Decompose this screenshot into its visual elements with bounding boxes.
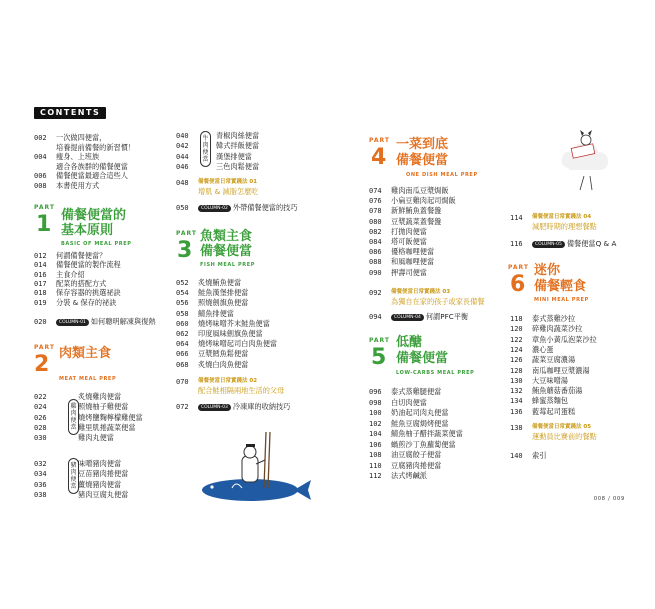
toc-entry-title: 三色肉鬆便當 xyxy=(216,161,260,171)
toc-entry-title: 泰式蒸雞沙拉 xyxy=(532,314,576,323)
toc-page-number: 092 xyxy=(369,289,382,297)
toc-page-number: 138 xyxy=(510,424,523,432)
toc-entry xyxy=(176,162,259,172)
tip-text-block xyxy=(198,377,284,395)
toc-entry-title: 漢堡排便當 xyxy=(216,151,252,161)
person-body xyxy=(242,456,258,482)
toc-page-number: 078 xyxy=(369,207,382,216)
column-entry xyxy=(176,203,298,213)
toc-entry xyxy=(369,196,456,206)
toc-entry xyxy=(176,319,270,329)
toc-entry-title: 鯖魚柚子醋拌蔬菜便當 xyxy=(391,429,463,438)
toc-page-number: 130 xyxy=(510,376,523,385)
toc-entry-title: 主食介紹 xyxy=(56,269,85,279)
toc-entry xyxy=(34,181,99,191)
toc-page-number: 072 xyxy=(176,403,189,411)
toc-page-number: 014 xyxy=(34,261,47,270)
toc-entry xyxy=(176,141,259,151)
toc-entry xyxy=(369,419,449,429)
toc-page-number: 120 xyxy=(510,325,523,334)
toc-entry xyxy=(510,376,568,386)
toc-entry xyxy=(176,131,259,141)
part4-title-line2: 備餐便當 xyxy=(396,153,449,168)
toc-entry xyxy=(510,324,582,334)
toc-entry-title: 章魚小黃瓜泡菜沙拉 xyxy=(532,334,597,344)
toc-page-number: 108 xyxy=(369,451,382,459)
chicken-tag: 雞肉便當 xyxy=(68,399,79,435)
part5-number: 5 xyxy=(371,345,387,370)
toc-page-number: 024 xyxy=(34,403,47,412)
part2-word: PART xyxy=(34,344,55,351)
tip-label: 備餐便當日常實踐法 05 xyxy=(532,424,592,430)
toc-page-number: 080 xyxy=(369,217,382,226)
toc-page-number: 112 xyxy=(369,472,382,480)
toc-page-number: 104 xyxy=(369,430,382,438)
toc-entry xyxy=(510,451,546,461)
part6-title-line2: 備餐輕食 xyxy=(534,279,587,294)
toc-page-number: 030 xyxy=(34,434,47,443)
toc-entry xyxy=(34,423,136,433)
toc-entry-title: 濃心蛋 xyxy=(532,344,554,354)
toc-entry xyxy=(369,398,427,408)
toc-entry xyxy=(34,469,128,479)
tip-title: 為獨自在家的孩子或家長備餐 xyxy=(391,297,485,306)
toc-entry xyxy=(176,152,252,162)
tip-label: 備餐便當日常實踐法 03 xyxy=(391,289,451,295)
toc-entry xyxy=(34,490,128,500)
part3-subtitle: FISH MEAL PREP xyxy=(200,262,255,268)
toc-page-number: 110 xyxy=(369,461,382,470)
toc-page-number: 036 xyxy=(34,480,47,489)
part1-word: PART xyxy=(34,204,55,211)
toc-entry-title: 索引 xyxy=(532,451,547,460)
tip-entry xyxy=(176,178,259,196)
toc-entry xyxy=(34,162,128,171)
page-numbers: 008 / 009 xyxy=(593,496,625,502)
pork-tag: 豬肉便當 xyxy=(68,458,79,494)
toc-page-number: 086 xyxy=(369,248,382,257)
toc-page-number: 066 xyxy=(176,350,189,359)
part6-number: 6 xyxy=(510,272,526,297)
part2-subtitle: MEAT MEAL PREP xyxy=(59,376,117,382)
toc-entry-title: 鯖魚排便當 xyxy=(198,308,234,318)
column-title: 外帶備餐便當的技巧 xyxy=(232,203,298,212)
toc-entry-title: 燒烤味噌起司白肉魚便當 xyxy=(198,339,278,349)
tip-text-block xyxy=(391,288,484,306)
part4-word: PART xyxy=(369,137,390,144)
toc-entry xyxy=(176,329,263,339)
column-title: 如何聰明解凍與復熱 xyxy=(90,317,156,326)
toc-entry-title: 雞里肌捲蔬菜便當 xyxy=(78,422,136,432)
toc-entry xyxy=(369,227,427,237)
toc-page-number: 132 xyxy=(510,387,523,396)
toc-entry-title: 豆苗豬肉捲便當 xyxy=(78,469,129,479)
toc-entry xyxy=(34,171,128,181)
part1-subtitle: BASIC OF MEAL PREP xyxy=(61,241,132,247)
character-illustration xyxy=(558,128,618,198)
toc-page-number: 124 xyxy=(510,345,523,354)
toc-entry xyxy=(34,143,135,152)
part3-title-line2: 備餐便當 xyxy=(200,244,253,259)
toc-page-number: 076 xyxy=(369,197,382,206)
character-leg-left xyxy=(580,176,584,190)
toc-page-number: 002 xyxy=(34,134,47,142)
tip-title: 減肥時期的理想餐點 xyxy=(532,222,597,231)
toc-entry-title: 青椒肉絲便當 xyxy=(216,131,260,140)
tip-entry xyxy=(369,288,484,306)
tip-title: 運動員比賽前的餐點 xyxy=(532,432,597,441)
toc-entry-title: 備餐便當最適合這些人 xyxy=(56,171,128,180)
column-title: 備餐便當Q & A xyxy=(566,239,617,248)
toc-entry-title: 押壽司便當 xyxy=(391,267,427,277)
toc-entry-title: 泰式蒸雞腿便當 xyxy=(391,387,442,396)
toc-page-number: 040 xyxy=(176,132,189,140)
toc-page-number: 022 xyxy=(34,393,47,401)
column-pill: COLUMN-05 xyxy=(532,241,565,248)
toc-entry-title: 炙燒鮪魚便當 xyxy=(198,278,242,287)
toc-entry-title: 鮭魚豆腐焗烤便當 xyxy=(391,418,449,428)
part5-title-line2: 備餐便當 xyxy=(396,351,449,366)
part2-number: 2 xyxy=(34,352,50,377)
tip-entry xyxy=(176,377,284,395)
toc-page-number: 070 xyxy=(176,378,189,386)
toc-page-number: 098 xyxy=(369,398,382,407)
part2-title: 肉類主食 xyxy=(59,346,112,361)
tip-entry xyxy=(510,213,597,231)
character-ear-left xyxy=(580,130,584,136)
toc-entry xyxy=(369,237,427,247)
toc-entry-title: 大豆味噌湯 xyxy=(532,375,568,385)
part4-title-line1: 一菜到底 xyxy=(396,137,449,152)
toc-page-number: 026 xyxy=(34,413,47,422)
toc-entry xyxy=(510,386,582,396)
toc-entry xyxy=(176,298,248,308)
toc-page-number: 046 xyxy=(176,162,189,171)
column-title: 冷凍庫的收納技巧 xyxy=(232,402,291,411)
column-pill: COLUMN-01 xyxy=(56,319,89,326)
toc-page-number: 062 xyxy=(176,330,189,338)
toc-entry xyxy=(369,247,434,257)
toc-entry xyxy=(369,471,427,481)
toc-entry xyxy=(34,392,121,402)
toc-entry-title: 燒烤味噌芥末鮭魚便當 xyxy=(198,318,270,328)
toc-entry-title: 印度風味劍旗魚便當 xyxy=(198,329,263,338)
toc-page-number: 054 xyxy=(176,289,189,298)
toc-entry xyxy=(34,298,117,308)
column-entry xyxy=(510,239,616,249)
toc-page-number: 116 xyxy=(510,240,523,248)
toc-page-number: 028 xyxy=(34,423,47,432)
toc-page-number: 064 xyxy=(176,340,189,349)
toc-page-number: 082 xyxy=(369,227,382,236)
toc-page-number: 050 xyxy=(176,204,189,212)
toc-entry xyxy=(176,360,248,370)
toc-entry xyxy=(176,349,248,359)
toc-entry-title: 南瓜咖哩豆漿濃湯 xyxy=(532,365,590,375)
toc-page-number: 034 xyxy=(34,470,47,479)
toc-page-number: 018 xyxy=(34,289,47,298)
toc-page-number: 118 xyxy=(510,315,523,323)
toc-page-number: 006 xyxy=(34,172,47,180)
toc-page-number: 056 xyxy=(176,299,189,308)
toc-entry-title: 豆漿蔬菜蓋餐盤 xyxy=(391,216,442,226)
toc-entry xyxy=(369,217,441,227)
part6-title-line1: 迷你 xyxy=(534,263,561,278)
toc-page-number: 017 xyxy=(34,279,47,288)
toc-entry xyxy=(510,345,554,355)
column-pill: COLUMN-02 xyxy=(198,205,231,212)
part4-number: 4 xyxy=(371,145,387,170)
character-head xyxy=(581,135,591,145)
beef-tag: 牛肉便當 xyxy=(200,131,211,167)
toc-entry-title: 何謂備餐便當？ xyxy=(56,251,107,260)
column-pill: COLUMN-04 xyxy=(391,314,424,321)
toc-entry-title: 照燒柚子雞便當 xyxy=(78,402,129,412)
toc-entry-title: 燒烤鹽麴檸檬雞便當 xyxy=(78,412,143,422)
toc-page-number: 048 xyxy=(176,179,189,187)
toc-page-number: 136 xyxy=(510,407,523,416)
toc-page-number: 042 xyxy=(176,142,189,151)
toc-entry-title: 配菜的搭配方式 xyxy=(56,278,107,288)
tip-title: 配合鮭相隔兩地生活的父母 xyxy=(198,386,285,395)
toc-entry xyxy=(510,314,575,324)
toc-entry-title: 炙燒雞肉便當 xyxy=(78,392,122,401)
toc-entry-title: 培養提前備餐的新習慣！ xyxy=(56,142,136,152)
toc-page-number: 090 xyxy=(369,268,382,277)
toc-entry xyxy=(369,186,449,196)
toc-entry xyxy=(510,355,575,365)
toc-entry-title: 碎雞肉蔬菜沙拉 xyxy=(532,324,583,334)
toc-entry xyxy=(510,396,568,406)
toc-entry xyxy=(176,309,234,319)
toc-page-number: 020 xyxy=(34,318,47,326)
column-entry xyxy=(176,402,290,412)
toc-page-number: 060 xyxy=(176,319,189,328)
toc-entry-title: 豬肉豆腐丸便當 xyxy=(78,489,129,499)
toc-entry-title: 雞肉丸便當 xyxy=(78,433,114,443)
part4-subtitle: ONE DISH MEAL PREP xyxy=(406,172,478,178)
toc-entry-title: 本書使用方式 xyxy=(56,180,100,190)
toc-entry xyxy=(369,450,441,460)
tip-text-block xyxy=(198,178,259,196)
toc-page-number: 074 xyxy=(369,187,382,195)
toc-entry xyxy=(176,278,241,288)
toc-page-number: 114 xyxy=(510,214,523,222)
toc-entry-title: 油豆腐餃子便當 xyxy=(391,450,442,459)
toc-entry-title: 分裝 & 保存的祕訣 xyxy=(56,297,117,307)
toc-entry-title: 鮪魚蘑菇番茄湯 xyxy=(532,386,583,396)
toc-page-number: 019 xyxy=(34,298,47,307)
toc-entry xyxy=(369,387,441,397)
fish-tail xyxy=(294,480,311,500)
part3-number: 3 xyxy=(177,238,193,263)
toc-entry-title: 奶油起司肉丸便當 xyxy=(391,408,449,417)
tip-text-block xyxy=(532,423,597,441)
toc-entry xyxy=(34,402,128,412)
part3-title-line1: 魚類主食 xyxy=(200,229,253,244)
toc-entry-title: 雞肉南瓜豆漿焗飯 xyxy=(391,186,449,195)
toc-entry xyxy=(34,133,106,143)
toc-page-number: 094 xyxy=(369,313,382,321)
part5-word: PART xyxy=(369,337,390,344)
toc-entry-title: 薑燒豬肉便當 xyxy=(78,479,122,489)
toc-entry-title: 藍莓起司蛋糕 xyxy=(532,406,576,416)
toc-entry-title: 蔬菜豆腐濃湯 xyxy=(532,355,576,365)
toc-entry-title: 瘦身、上班族 xyxy=(56,152,100,161)
toc-entry-title: 打拋肉便當 xyxy=(391,226,427,236)
column-pill: COLUMN-03 xyxy=(198,404,231,411)
toc-page-number: 128 xyxy=(510,366,523,375)
toc-page-number: 106 xyxy=(369,440,382,449)
toc-entry-title: 法式烤鹹派 xyxy=(391,471,427,480)
contents-badge: CONTENTS xyxy=(34,107,106,119)
toc-entry xyxy=(369,440,456,450)
toc-entry xyxy=(510,366,590,376)
toc-entry-title: 新鮮鮪魚蓋餐盤 xyxy=(391,206,442,216)
toc-page-number: 102 xyxy=(369,419,382,428)
toc-entry xyxy=(510,407,575,417)
toc-entry-title: 豆漿鱈魚鬆便當 xyxy=(198,349,249,359)
toc-entry xyxy=(369,461,441,471)
toc-page-number: 004 xyxy=(34,153,47,161)
toc-entry-title: 豆腐豬肉捲便當 xyxy=(391,460,442,470)
toc-page-number: 052 xyxy=(176,279,189,287)
column-entry xyxy=(369,312,468,322)
part1-title-line1: 備餐便當的 xyxy=(61,208,127,223)
chopstick-2 xyxy=(268,432,270,488)
person-hair xyxy=(246,444,255,447)
toc-page-number: 084 xyxy=(369,238,382,246)
part3-word: PART xyxy=(176,230,197,237)
toc-entry-title: 保存容器的挑選祕訣 xyxy=(56,288,121,298)
part5-title-line1: 低醣 xyxy=(396,335,423,350)
toc-page-number: 096 xyxy=(369,388,382,396)
toc-entry-title: 韓式拌飯便當 xyxy=(216,141,260,151)
toc-page-number: 140 xyxy=(510,452,523,460)
tip-label: 備餐便當日常實踐法 02 xyxy=(198,378,258,384)
part6-word: PART xyxy=(508,264,529,271)
toc-entry xyxy=(34,459,121,469)
column-title: 何謂PFC平衡 xyxy=(425,312,469,321)
toc-entry-title: 塔可飯便當 xyxy=(391,237,427,246)
toc-page-number: 058 xyxy=(176,309,189,318)
toc-entry xyxy=(369,206,441,216)
toc-entry-title: 照燒劍旗魚便當 xyxy=(198,298,249,308)
toc-entry-title: 一次做四便當， xyxy=(56,133,107,142)
toc-entry xyxy=(369,268,427,278)
tip-entry xyxy=(510,423,597,441)
toc-entry-title: 味噌豬肉便當 xyxy=(78,459,122,468)
toc-entry xyxy=(176,288,248,298)
toc-page-number: 012 xyxy=(34,252,47,260)
fish-eye xyxy=(210,485,213,488)
toc-page-number: 008 xyxy=(34,181,47,190)
character-ear-right xyxy=(588,130,592,136)
toc-page-number: 038 xyxy=(34,490,47,499)
toc-entry xyxy=(34,152,99,162)
tip-text-block xyxy=(532,213,597,231)
toc-entry xyxy=(369,429,463,439)
toc-page-number: 122 xyxy=(510,335,523,344)
person-head xyxy=(244,446,256,458)
toc-entry xyxy=(369,257,434,267)
toc-entry xyxy=(34,413,143,423)
toc-entry-title: 小扁豆雞肉起司焗飯 xyxy=(391,196,456,206)
toc-page-number: 126 xyxy=(510,356,523,365)
toc-entry-title: 蝸煎沙丁魚蘿蔔便當 xyxy=(391,439,456,449)
toc-entry-title: 鮭魚漢堡排便當 xyxy=(198,288,249,298)
toc-entry xyxy=(510,335,597,345)
toc-page-number: 100 xyxy=(369,409,382,417)
toc-entry xyxy=(176,339,277,349)
toc-page-number: 016 xyxy=(34,270,47,279)
toc-page-number: 088 xyxy=(369,258,382,267)
part6-subtitle: MINI MEAL PREP xyxy=(534,297,589,303)
toc-entry-title: 白切肉便當 xyxy=(391,397,427,407)
toc-page-number: 068 xyxy=(176,360,189,369)
toc-entry-title: 和風咖哩便當 xyxy=(391,257,435,267)
toc-entry-title: 適合各族群的備餐便當 xyxy=(56,161,128,171)
toc-entry-title: 備餐便當的製作流程 xyxy=(56,260,121,270)
character-leg-right xyxy=(590,176,592,190)
fish-illustration xyxy=(198,430,313,510)
column-entry xyxy=(34,317,156,327)
toc-entry-title: 炙燒白肉魚便當 xyxy=(198,359,249,369)
toc-entry xyxy=(34,433,114,443)
toc-entry xyxy=(34,480,121,490)
part1-title-line2: 基本原則 xyxy=(61,223,114,238)
tip-label: 備餐便當日常實踐法 01 xyxy=(198,179,258,185)
toc-page-number: 134 xyxy=(510,397,523,406)
toc-entry-title: 優格咖哩便當 xyxy=(391,247,435,257)
tip-title: 增肌 & 減脂怎麼吃 xyxy=(198,187,259,196)
toc-entry-title: 蜂蜜蒸麵包 xyxy=(532,396,568,406)
part5-subtitle: LOW-CARBS MEAL PREP xyxy=(396,370,475,376)
tip-label: 備餐便當日常實踐法 04 xyxy=(532,214,592,220)
toc-entry xyxy=(369,408,449,418)
toc-page-number: 044 xyxy=(176,152,189,161)
part1-number: 1 xyxy=(36,212,52,237)
toc-page-number: 032 xyxy=(34,460,47,468)
